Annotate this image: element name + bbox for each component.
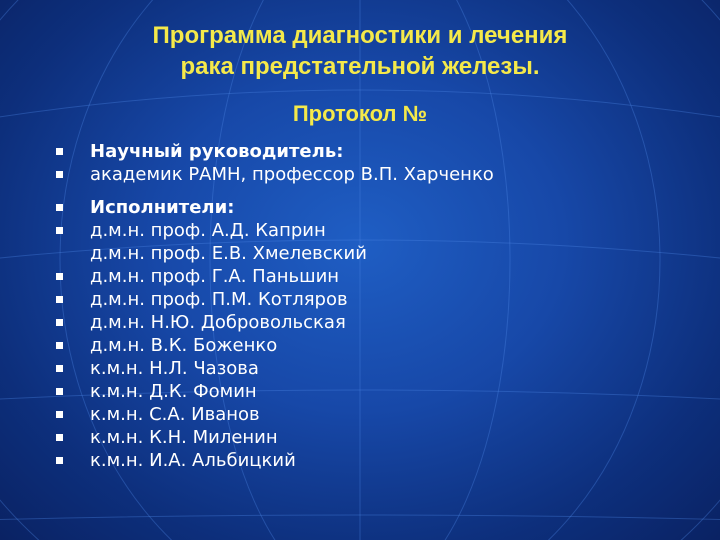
- list-item-supervisor: [56, 163, 696, 186]
- square-bullet-icon: [56, 148, 63, 155]
- list-item-label: д.м.н. проф. Г.А. Паньшин: [90, 266, 340, 287]
- list-item-label: Исполнители:: [90, 197, 235, 218]
- list-item-label: Научный руководитель:: [90, 141, 344, 162]
- square-bullet-icon: [56, 434, 63, 441]
- list-item-label: к.м.н. К.Н. Миленин: [90, 427, 278, 448]
- bullet-list: [56, 140, 696, 472]
- list-item-label: к.м.н. Н.Л. Чазова: [90, 358, 259, 379]
- square-bullet-icon: [56, 388, 63, 395]
- list-item-executor: [56, 219, 696, 265]
- list-item-label: д.м.н. проф. П.М. Котляров: [90, 289, 348, 310]
- list-item-executor: [56, 380, 696, 403]
- list-item-label: д.м.н. В.К. Боженко: [90, 335, 278, 356]
- list-item-label: к.м.н. Д.К. Фомин: [90, 381, 257, 402]
- square-bullet-icon: [56, 204, 63, 211]
- slide-title: [0, 20, 720, 82]
- square-bullet-icon: [56, 457, 63, 464]
- list-item-executor: [56, 265, 696, 288]
- list-item-executor: [56, 426, 696, 449]
- list-item-executor: [56, 334, 696, 357]
- list-item-label: д.м.н. Н.Ю. Добровольская: [90, 312, 346, 333]
- list-item-label: д.м.н. проф. А.Д. Каприн: [90, 220, 326, 241]
- list-item-label: к.м.н. С.А. Иванов: [90, 404, 260, 425]
- square-bullet-icon: [56, 365, 63, 372]
- square-bullet-icon: [56, 171, 63, 178]
- square-bullet-icon: [56, 227, 63, 234]
- list-item-executor: [56, 449, 696, 472]
- list-item-executor: [56, 288, 696, 311]
- square-bullet-icon: [56, 411, 63, 418]
- square-bullet-icon: [56, 342, 63, 349]
- list-item-label: академик РАМН, профессор В.П. Харченко: [90, 164, 494, 185]
- slide-title-line-1: Программа диагностики и лечения: [152, 22, 568, 49]
- square-bullet-icon: [56, 319, 63, 326]
- list-item-label: к.м.н. И.А. Альбицкий: [90, 450, 296, 471]
- list-item-label-continued: д.м.н. проф. Е.В. Хмелевский: [90, 243, 367, 264]
- list-item-executor: [56, 357, 696, 380]
- list-item-executor: [56, 403, 696, 426]
- square-bullet-icon: [56, 273, 63, 280]
- square-bullet-icon: [56, 296, 63, 303]
- slide-title-line-2: рака предстательной железы.: [180, 53, 540, 80]
- list-item-executors-heading: [56, 196, 696, 219]
- list-item-executor: [56, 311, 696, 334]
- list-item-scientific-supervisor-heading: [56, 140, 696, 163]
- protocol-heading: Протокол №: [292, 101, 428, 126]
